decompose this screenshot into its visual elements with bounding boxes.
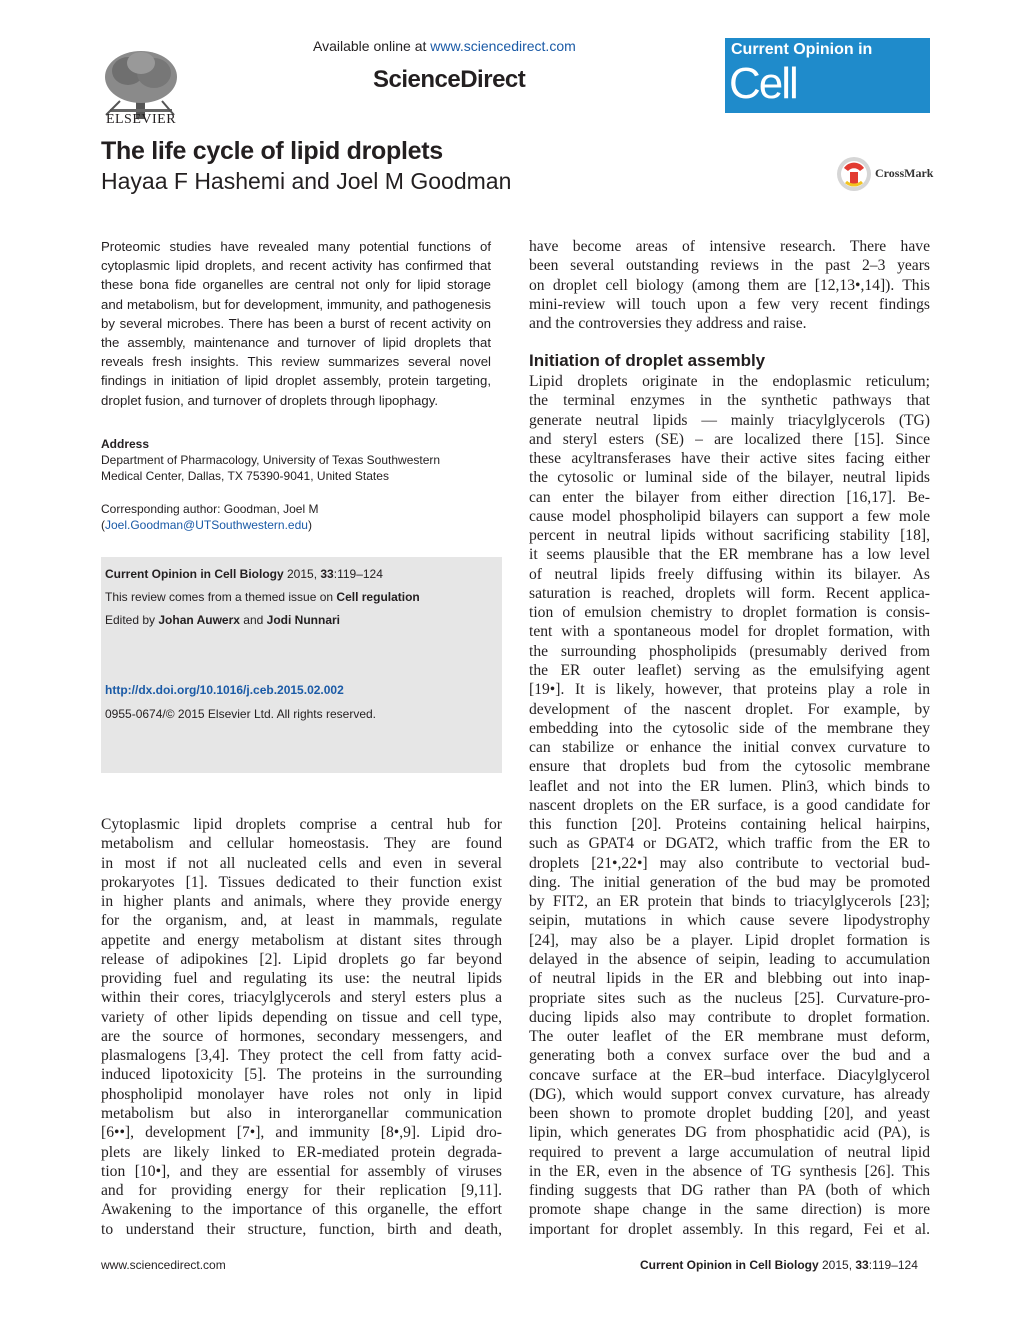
text-line: (DG), which would support convex curvature, has already bbox=[529, 1085, 930, 1103]
text-line: generate neutral lipids — mainly triacylglycerols (TG) bbox=[529, 411, 930, 429]
journal-logo-line1: Current Opinion in bbox=[731, 41, 873, 58]
text-line: in most if not all nucleated cells and even in several bbox=[101, 854, 502, 872]
text-line: cause model phospholipid bilayers can support a few mole bbox=[529, 507, 930, 525]
journal-name: Current Opinion in Cell Biology bbox=[105, 567, 284, 581]
text-line: Cytoplasmic lipid droplets comprise a central hub for bbox=[101, 816, 502, 833]
text-line: [6••], development [7•], and immunity [8•,9]. Lipid dro- bbox=[101, 1124, 502, 1142]
text-line: tion [10•], and they are essential for assembly of viruses bbox=[101, 1162, 502, 1180]
text-line: can stabilize or enhance the initial convex curvature to bbox=[529, 739, 930, 757]
text-line: induced lipotoxicity [5]. The proteins in the surrounding bbox=[101, 1066, 502, 1084]
body-right-column bbox=[529, 372, 930, 1239]
text-line: by FIT2, an ER protein that binds to triacylglycerols [23]; bbox=[529, 893, 930, 911]
text-line: development of the nascent droplet. For example, by bbox=[529, 700, 930, 718]
publisher-wordmark: ELSEVIER bbox=[105, 112, 177, 127]
text-line: are the source of hormones, secondary messengers, and bbox=[101, 1027, 502, 1045]
text-line: delayed in the absence of seipin, leading to accumulation bbox=[529, 950, 930, 968]
text-line: and steryl esters (SE) – are localized there [15]. Since bbox=[529, 430, 930, 448]
text-line: can enter the bilayer from either direction [16,17]. Be- bbox=[529, 488, 930, 506]
available-prefix: Available online at bbox=[313, 38, 431, 54]
footer-journal: Current Opinion in Cell Biology bbox=[640, 1258, 819, 1272]
footer-citation: Current Opinion in Cell Biology 2015, 33:119–124 bbox=[640, 1258, 918, 1272]
text-line: ding. The initial generation of the bud may be promoted bbox=[529, 873, 930, 891]
text-line: The outer leaflet of the ER membrane must deform, bbox=[529, 1028, 930, 1046]
text-line: providing fuel and regulating its use: the neutral lipids bbox=[101, 970, 502, 988]
sciencedirect-brand: ScienceDirect bbox=[373, 66, 526, 93]
text-line: leaflet and not into the ER lumen. Plin3, which binds to bbox=[529, 777, 930, 795]
text-line: seipin, mutations in which cause severe lipodystrophy bbox=[529, 912, 930, 930]
text-line: mini-review will touch upon a few very recent findings bbox=[529, 295, 930, 313]
doi-link[interactable]: http://dx.doi.org/10.1016/j.ceb.2015.02.002 bbox=[105, 683, 344, 697]
footer-pages: :119–124 bbox=[868, 1258, 918, 1272]
article-title: The life cycle of lipid droplets bbox=[101, 137, 443, 165]
pages: :119–124 bbox=[333, 567, 383, 581]
text-line: important for droplet assembly. In this regard, Fei et al. bbox=[529, 1220, 930, 1238]
text-line: appetite and energy metabolism at distant sites through bbox=[101, 931, 502, 949]
text-line: ensure that droplets bud from the cytosolic membrane bbox=[529, 758, 930, 776]
text-line: the surrounding phospholipids (presumably derived from bbox=[529, 642, 930, 660]
corresponding-email-link[interactable]: Joel.Goodman@UTSouthwestern.edu bbox=[105, 518, 308, 532]
text-line: droplets [21•,22•] may also contribute to vectorial bud- bbox=[529, 854, 930, 872]
text-line: the cytosolic or luminal side of the bilayer, neutral lipids bbox=[529, 469, 930, 487]
text-line: generating both a convex surface over the bud and a bbox=[529, 1047, 930, 1065]
text-line: saturation is reached, droplets will form. Recent applica- bbox=[529, 584, 930, 602]
editor-name: Johan Auwerx bbox=[158, 613, 240, 627]
text-line: these acyltransferases have their active sites facing either bbox=[529, 450, 930, 468]
body-right-intro bbox=[529, 237, 930, 333]
address-line: Medical Center, Dallas, TX 75390-9041, United States bbox=[101, 469, 389, 483]
article-authors: Hayaa F Hashemi and Joel M Goodman bbox=[101, 168, 512, 194]
text-line: embedding into the cytosolic side of the membrane they bbox=[529, 719, 930, 737]
text-line: promote shape change in the same direction) is more bbox=[529, 1201, 930, 1219]
theme-name: Cell regulation bbox=[336, 590, 420, 604]
text-line: required to prevent a large accumulation of neutral lipid bbox=[529, 1143, 930, 1161]
text-line: within their cores, triacylglycerols and steryl esters plus a bbox=[101, 989, 502, 1007]
doi-line bbox=[105, 683, 344, 697]
footer-site: www.sciencedirect.com bbox=[101, 1258, 226, 1272]
text-line: and the controversies they address and raise. bbox=[529, 315, 807, 333]
text-line: have become areas of intensive research. There have bbox=[529, 238, 930, 255]
volume: 33 bbox=[320, 567, 334, 581]
text-line: in the ER, even in the absence of TG synthesis [26]. This bbox=[529, 1162, 930, 1180]
text-line: tent with a spontaneous model for droplet formation, with bbox=[529, 623, 930, 641]
text-line: on droplet cell biology (among them are [12,13•,14]). This bbox=[529, 276, 930, 294]
text-line: ducing lipids also may contribute to droplet formation. bbox=[529, 1008, 930, 1026]
crossmark-label: CrossMark bbox=[875, 166, 934, 180]
address-heading: Address bbox=[101, 437, 150, 451]
editor-name: Jodi Nunnari bbox=[266, 613, 340, 627]
citation-line: Current Opinion in Cell Biology 2015, 33:119–124 bbox=[105, 567, 383, 581]
text-line: in higher plants and animals, where they provide energy bbox=[101, 893, 502, 911]
text-line: [19•]. It is likely, however, that proteins play a role in bbox=[529, 681, 930, 699]
text-line: propriate sites such as the nucleus [25]. Curvature-pro- bbox=[529, 989, 930, 1007]
text-line: of neutral lipids in the ER and blebbing out into inap- bbox=[529, 970, 930, 988]
text-line: release of adipokines [2]. Lipid droplets go far beyond bbox=[101, 950, 502, 968]
text-line: concave surface at the ER–bud interface. Diacylglycerol bbox=[529, 1066, 930, 1084]
text-line: been several outstanding reviews in the past 2–3 years bbox=[529, 257, 930, 275]
text-line: of neutral lipids freely diffusing within its bilayer. As bbox=[529, 565, 930, 583]
text-line: been shown to promote droplet budding [20], and yeast bbox=[529, 1105, 930, 1123]
text-line: plets are likely linked to ER-mediated protein degrada- bbox=[101, 1143, 502, 1161]
text-line: to understand their structure, function, birth and death, bbox=[101, 1220, 502, 1238]
article-info-box bbox=[101, 557, 502, 773]
corresponding-author-line: Corresponding author: Goodman, Joel M bbox=[101, 502, 319, 516]
text-line: phospholipid monolayer have roles not only in lipid bbox=[101, 1085, 502, 1103]
themed-issue-line: This review comes from a themed issue on Cell regulation bbox=[105, 590, 420, 604]
corresponding-email-line: (Joel.Goodman@UTSouthwestern.edu) bbox=[101, 518, 312, 532]
text-line: for the organism, and, at least in mammals, regulate bbox=[101, 912, 502, 930]
text-line: plasmalogens [3,4]. They protect the cell from fatty acid- bbox=[101, 1047, 502, 1065]
footer-volume: 33 bbox=[855, 1258, 869, 1272]
text-line: finding suggests that DG rather than PA (both of which bbox=[529, 1182, 930, 1200]
editors-line: Edited by Johan Auwerx and Jodi Nunnari bbox=[105, 613, 340, 627]
text-line: lipin, which generates DG from phosphatidic acid (PA), is bbox=[529, 1124, 930, 1142]
sciencedirect-link[interactable]: www.sciencedirect.com bbox=[430, 38, 576, 54]
text-line: tion of emulsion chemistry to droplet formation is consis- bbox=[529, 604, 930, 622]
text-line: the ER outer leaflet) serving as the emulsifying agent bbox=[529, 661, 930, 679]
text-line: variety of other lipids depending on tissue and cell type, bbox=[101, 1008, 502, 1026]
text-line: percent in neutral lipids without sacrificing stability [18], bbox=[529, 527, 930, 545]
text-line: this function [20]. Proteins containing helical hairpins, bbox=[529, 816, 930, 834]
text-line: such as GPAT4 or DGAT2, which traffic from the ER to bbox=[529, 835, 930, 853]
journal-logo-line2: Cell Biology bbox=[729, 59, 860, 158]
address-line: Department of Pharmacology, University of Texas Southwestern bbox=[101, 453, 441, 467]
text-line: Awakening to the importance of this organelle, the effort bbox=[101, 1201, 502, 1219]
text-line: prokaryotes [1]. Tissues dedicated to their function exist bbox=[101, 873, 502, 891]
journal-logo bbox=[725, 38, 930, 158]
text-line: and for providing energy for their replication [9,11]. bbox=[101, 1182, 502, 1200]
text-line: metabolism and cellular homeostasis. They are found bbox=[101, 835, 502, 853]
text-line: metabolism but also in interorganellar communication bbox=[101, 1104, 502, 1122]
address-text bbox=[101, 452, 491, 484]
corresponding-author bbox=[101, 501, 491, 533]
text-line: [24], may also be a player. Lipid droplet formation is bbox=[529, 931, 930, 949]
section-heading: Initiation of droplet assembly bbox=[529, 351, 766, 370]
text-line: nascent droplets on the ER surface, is a good candidate for bbox=[529, 796, 930, 814]
abstract: Proteomic studies have revealed many potential functions of cytoplasmic lipid droplets, and recent activity has confirmed that these bona fide organelles are central not only for lipid storage and metabolism, but for development, immunity, and pathogenesis by several microbes. There has been a burst of recent activity on the assembly, maintenance and turnover of lipid droplets that reveals fresh insights. This review summarizes several novel findings in initiation of lipid droplet assembly, protein targeting, droplet fusion, and turnover of droplets through lipophagy. bbox=[101, 239, 491, 408]
body-left-column bbox=[101, 815, 502, 1239]
copyright-line: 0955-0674/© 2015 Elsevier Ltd. All rights reserved. bbox=[105, 707, 376, 721]
available-online-line bbox=[313, 38, 576, 54]
text-line: it seems plausible that the ER membrane has a low level bbox=[529, 546, 930, 564]
text-line: Lipid droplets originate in the endoplasmic reticulum; bbox=[529, 373, 930, 390]
text-line: the terminal enzymes in the synthetic pathways that bbox=[529, 392, 930, 410]
